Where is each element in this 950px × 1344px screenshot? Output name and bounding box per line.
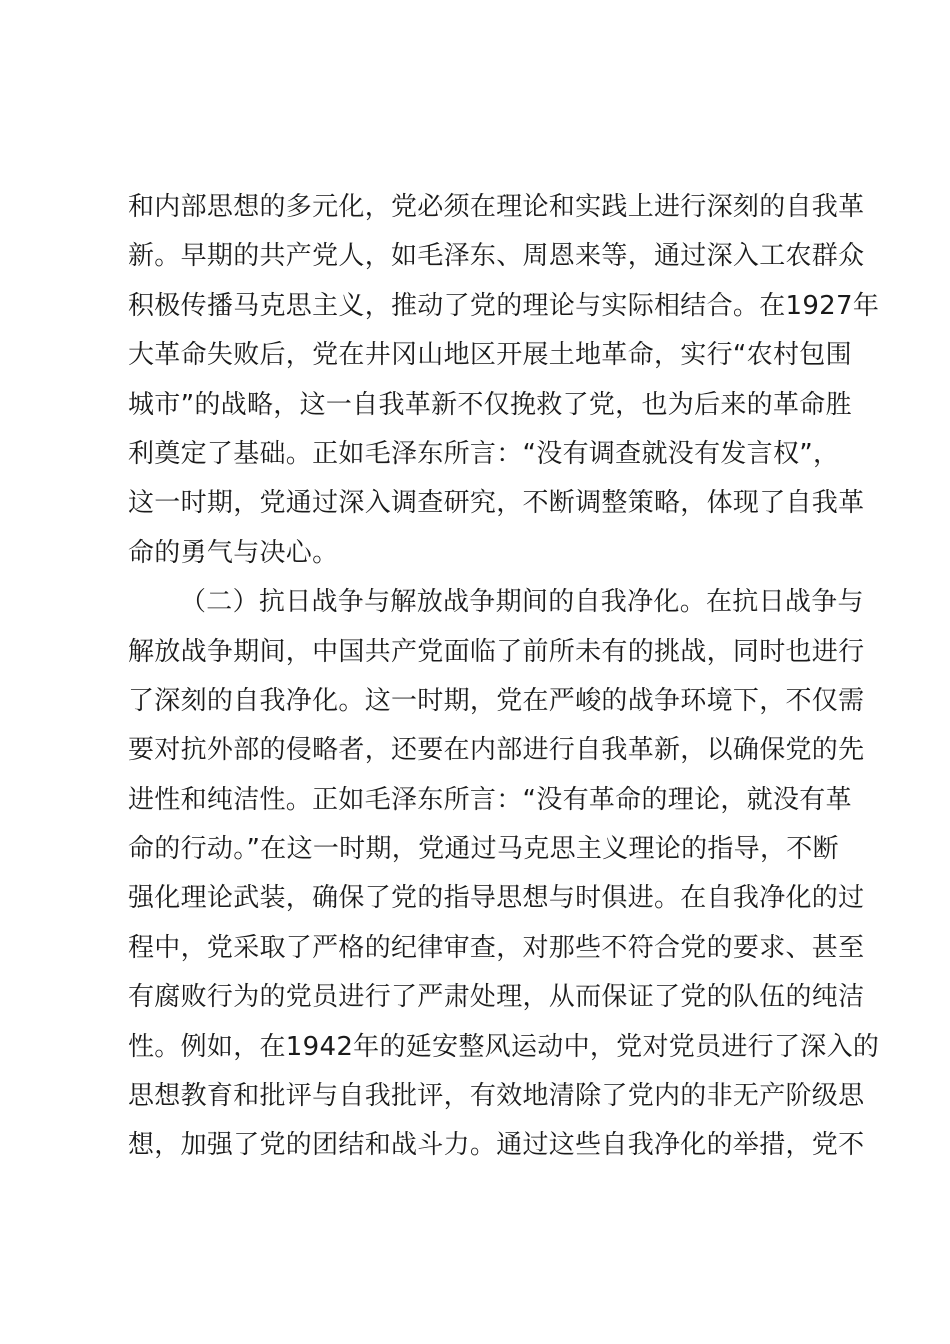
text-line: 解放战争期间，中国共产党面临了前所未有的挑战，同时也进行 bbox=[128, 636, 865, 667]
text-line: 思想教育和批评与自我批评，有效地清除了党内的非无产阶级思 bbox=[128, 1081, 865, 1112]
document-body bbox=[128, 183, 880, 1171]
text-line: 性。例如，在1942年的延安整风运动中，党对党员进行了深入的 bbox=[128, 1031, 880, 1062]
section-heading-line: （二）抗日战争与解放战争期间的自我净化。在抗日战争与 bbox=[180, 587, 864, 618]
text-line: 强化理论武装，确保了党的指导思想与时俱进。在自我净化的过 bbox=[128, 883, 865, 914]
text-line: 利奠定了基础。正如毛泽东所言：“没有调查就没有发言权”， bbox=[128, 438, 840, 469]
text-line: 有腐败行为的党员进行了严肃处理，从而保证了党的队伍的纯洁 bbox=[128, 982, 865, 1013]
text-line: 和内部思想的多元化，党必须在理论和实践上进行深刻的自我革 bbox=[128, 192, 865, 222]
text-line: 进性和纯洁性。正如毛泽东所言：“没有革命的理论，就没有革 bbox=[128, 784, 852, 815]
text-line: 命的勇气与决心。 bbox=[128, 537, 339, 568]
text-line: 想，加强了党的团结和战斗力。通过这些自我净化的举措，党不 bbox=[128, 1130, 865, 1161]
text-line: 要对抗外部的侵略者，还要在内部进行自我革新，以确保党的先 bbox=[128, 735, 865, 766]
text-line: 新。早期的共产党人，如毛泽东、周恩来等，通过深入工农群众 bbox=[128, 241, 865, 272]
text-line: 程中，党采取了严格的纪律审查，对那些不符合党的要求、甚至 bbox=[128, 932, 865, 963]
text-line: 了深刻的自我净化。这一时期，党在严峻的战争环境下，不仅需 bbox=[128, 685, 865, 716]
text-line: 城市”的战略，这一自我革新不仅挽救了党，也为后来的革命胜 bbox=[128, 389, 852, 420]
text-line: 积极传播马克思主义，推动了党的理论与实际相结合。在1927年 bbox=[128, 290, 880, 321]
text-line: 大革命失败后，党在井冈山地区开展土地革命，实行“农村包围 bbox=[128, 340, 852, 371]
text-line: 命的行动。”在这一时期，党通过马克思主义理论的指导，不断 bbox=[128, 834, 839, 865]
text-line: 这一时期，党通过深入调查研究，不断调整策略，体现了自我革 bbox=[128, 488, 865, 519]
